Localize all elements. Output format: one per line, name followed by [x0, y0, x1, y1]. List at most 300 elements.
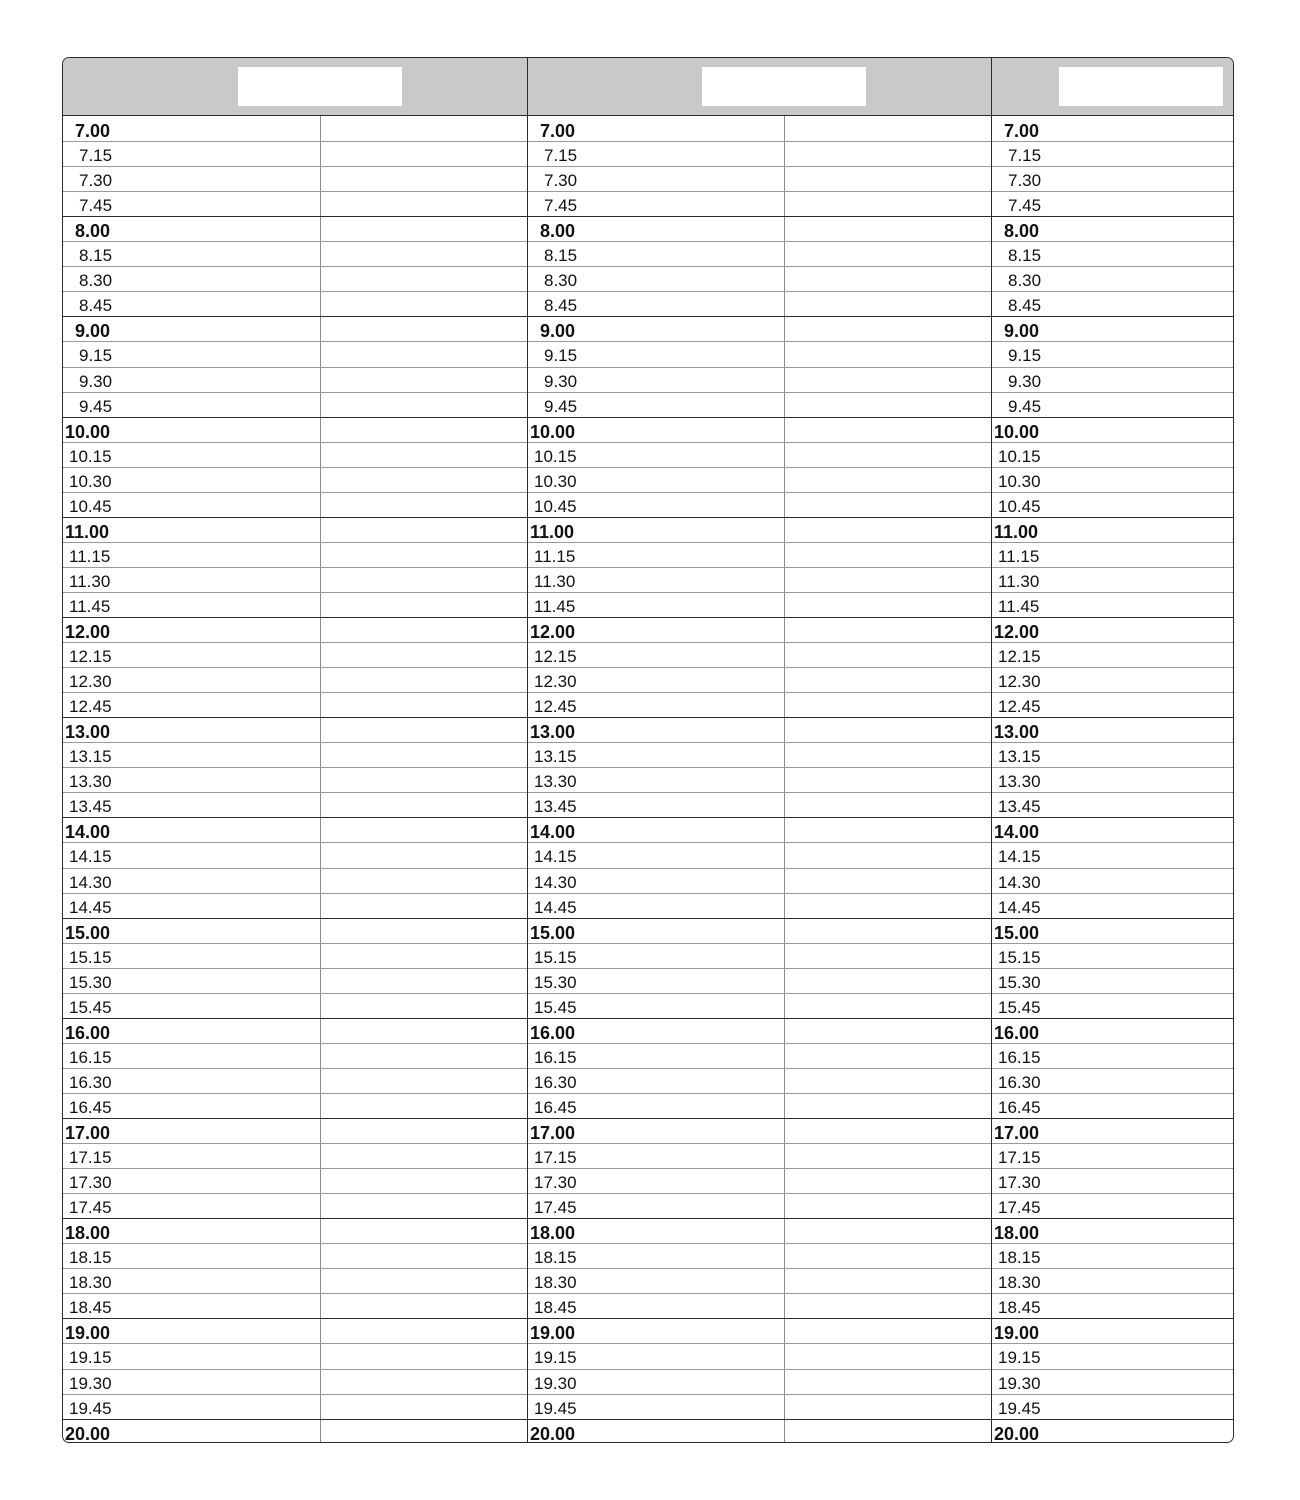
quarter-label: 9.45 [79, 396, 113, 416]
hour-label: 9.00 [540, 321, 576, 342]
quarter-label: 14.45 [534, 897, 577, 917]
time-slot-row[interactable] [63, 116, 527, 141]
quarter-label: 10.30 [998, 471, 1041, 491]
time-slot-row[interactable] [992, 1043, 1234, 1068]
time-slot-row[interactable] [528, 943, 991, 968]
time-slot-row[interactable] [528, 767, 991, 792]
time-slot-row[interactable] [992, 943, 1234, 968]
quarter-label: 18.30 [534, 1273, 577, 1293]
time-slot-row[interactable] [63, 1068, 527, 1093]
time-slot-row[interactable] [992, 517, 1234, 542]
time-slot-row[interactable] [63, 742, 527, 767]
hour-label: 15.00 [65, 922, 111, 943]
time-slot-row[interactable] [63, 1018, 527, 1043]
hour-label: 16.00 [994, 1022, 1040, 1043]
quarter-label: 11.30 [998, 571, 1040, 591]
quarter-label: 18.30 [69, 1273, 112, 1293]
schedule-column-1 [63, 116, 527, 1442]
time-slot-row[interactable] [63, 392, 527, 417]
time-slot-row[interactable] [63, 216, 527, 241]
quarter-label: 9.30 [544, 371, 578, 391]
time-slot-row[interactable] [63, 1268, 527, 1293]
time-slot-row[interactable] [992, 1318, 1234, 1343]
time-slot-row[interactable] [63, 1093, 527, 1118]
time-slot-row[interactable] [992, 1394, 1234, 1419]
hour-label: 12.00 [530, 622, 576, 642]
quarter-label: 11.45 [998, 596, 1040, 616]
quarter-label: 7.15 [79, 146, 113, 166]
time-slot-row[interactable] [992, 692, 1234, 717]
quarter-label: 8.30 [1008, 271, 1042, 291]
quarter-label: 7.45 [1008, 196, 1042, 216]
time-slot-row[interactable] [992, 1093, 1234, 1118]
quarter-label: 18.30 [998, 1273, 1041, 1293]
time-slot-row[interactable] [528, 341, 991, 366]
time-slot-row[interactable] [63, 817, 527, 842]
time-slot-row[interactable] [528, 617, 991, 642]
time-slot-row[interactable] [992, 1118, 1234, 1143]
time-slot-row[interactable] [992, 567, 1234, 592]
time-slot-row[interactable] [63, 467, 527, 492]
time-slot-row[interactable] [528, 642, 991, 667]
time-slot-row[interactable] [528, 1293, 991, 1318]
hour-label: 8.00 [540, 221, 576, 242]
quarter-label: 14.45 [998, 897, 1041, 917]
time-slot-row[interactable] [528, 116, 991, 141]
time-slot-row[interactable] [992, 392, 1234, 417]
time-slot-row[interactable] [63, 592, 527, 617]
time-slot-row[interactable] [528, 166, 991, 191]
quarter-label: 16.45 [69, 1097, 112, 1117]
time-slot-row[interactable] [992, 1168, 1234, 1193]
quarter-label: 14.30 [998, 872, 1041, 892]
time-slot-row[interactable] [63, 1218, 527, 1243]
quarter-label: 15.30 [998, 972, 1041, 992]
quarter-label: 8.15 [79, 246, 113, 266]
hour-label: 11.00 [65, 521, 110, 542]
quarter-label: 19.30 [69, 1373, 112, 1393]
time-slot-row[interactable] [63, 367, 527, 392]
quarter-label: 17.30 [69, 1173, 112, 1193]
hour-label: 14.00 [994, 822, 1040, 843]
quarter-label: 10.15 [69, 446, 112, 466]
time-slot-row[interactable] [528, 1394, 991, 1419]
time-slot-row[interactable] [528, 517, 991, 542]
time-slot-row[interactable] [528, 993, 991, 1018]
quarter-label: 15.45 [998, 997, 1041, 1017]
hour-label: 15.00 [530, 922, 576, 943]
time-slot-row[interactable] [992, 1268, 1234, 1293]
hour-label: 20.00 [530, 1423, 576, 1443]
time-slot-row[interactable] [63, 617, 527, 642]
quarter-label: 10.45 [998, 496, 1041, 516]
schedule-column-2 [528, 116, 991, 1442]
hour-label: 13.00 [530, 722, 576, 743]
time-slot-row[interactable] [528, 1168, 991, 1193]
quarter-label: 12.15 [998, 647, 1041, 667]
header-title-field-1[interactable] [238, 67, 402, 106]
hour-label: 17.00 [530, 1123, 576, 1143]
time-slot-row[interactable] [63, 1193, 527, 1218]
time-slot-row[interactable] [992, 1068, 1234, 1093]
quarter-label: 17.30 [998, 1173, 1041, 1193]
quarter-label: 18.45 [534, 1298, 577, 1318]
time-slot-row[interactable] [528, 567, 991, 592]
quarter-label: 17.45 [534, 1198, 577, 1218]
quarter-label: 9.45 [544, 396, 578, 416]
time-slot-row[interactable] [992, 1018, 1234, 1043]
quarter-label: 10.30 [69, 471, 112, 491]
quarter-label: 8.45 [544, 296, 578, 316]
hour-label: 15.00 [994, 922, 1040, 943]
time-slot-row[interactable] [992, 767, 1234, 792]
time-slot-row[interactable] [63, 1168, 527, 1193]
time-slot-row[interactable] [528, 141, 991, 166]
time-slot-row[interactable] [63, 1394, 527, 1419]
time-slot-row[interactable] [992, 266, 1234, 291]
quarter-label: 11.30 [534, 571, 576, 591]
time-slot-row[interactable] [528, 1419, 991, 1443]
quarter-label: 12.30 [534, 672, 577, 692]
time-slot-row[interactable] [63, 1343, 527, 1368]
time-slot-row[interactable] [992, 542, 1234, 567]
quarter-label: 18.15 [534, 1248, 577, 1268]
time-slot-row[interactable] [992, 141, 1234, 166]
time-slot-row[interactable] [63, 241, 527, 266]
time-slot-row[interactable] [992, 367, 1234, 392]
hour-label: 10.00 [530, 421, 576, 442]
time-slot-row[interactable] [992, 893, 1234, 918]
quarter-label: 14.30 [534, 872, 577, 892]
time-slot-row[interactable] [992, 241, 1234, 266]
time-slot-row[interactable] [63, 1043, 527, 1068]
time-slot-row[interactable] [528, 417, 991, 442]
hour-label: 7.00 [1004, 121, 1040, 141]
time-slot-row[interactable] [528, 1068, 991, 1093]
quarter-label: 13.45 [998, 797, 1041, 817]
quarter-label: 19.45 [998, 1398, 1041, 1418]
hour-label: 13.00 [994, 722, 1040, 743]
time-slot-row[interactable] [63, 993, 527, 1018]
hour-label: 10.00 [994, 421, 1040, 442]
time-slot-row[interactable] [528, 893, 991, 918]
time-slot-row[interactable] [528, 216, 991, 241]
time-slot-row[interactable] [63, 417, 527, 442]
hour-label: 20.00 [994, 1423, 1040, 1443]
time-slot-row[interactable] [528, 291, 991, 316]
quarter-label: 16.15 [69, 1047, 112, 1067]
quarter-label: 17.45 [69, 1198, 112, 1218]
time-slot-row[interactable] [528, 667, 991, 692]
quarter-label: 12.15 [69, 647, 112, 667]
quarter-label: 15.45 [69, 997, 112, 1017]
quarter-label: 15.15 [998, 947, 1041, 967]
time-slot-row[interactable] [63, 842, 527, 867]
time-slot-row[interactable] [63, 893, 527, 918]
time-slot-row[interactable] [992, 291, 1234, 316]
time-slot-row[interactable] [63, 492, 527, 517]
time-slot-row[interactable] [63, 542, 527, 567]
time-slot-row[interactable] [63, 692, 527, 717]
time-slot-row[interactable] [992, 467, 1234, 492]
quarter-label: 17.15 [998, 1148, 1041, 1168]
time-slot-row[interactable] [63, 1369, 527, 1394]
quarter-label: 7.30 [1008, 171, 1042, 191]
time-slot-row[interactable] [63, 1318, 527, 1343]
time-slot-row[interactable] [528, 1018, 991, 1043]
time-slot-row[interactable] [528, 316, 991, 341]
quarter-label: 8.30 [544, 271, 578, 291]
time-slot-row[interactable] [992, 617, 1234, 642]
hour-label: 7.00 [540, 121, 576, 141]
quarter-label: 11.30 [69, 571, 111, 591]
time-slot-row[interactable] [63, 141, 527, 166]
quarter-label: 13.15 [998, 747, 1041, 767]
time-slot-row[interactable] [528, 1093, 991, 1118]
time-slot-row[interactable] [63, 166, 527, 191]
quarter-label: 9.15 [544, 346, 578, 366]
time-slot-row[interactable] [992, 667, 1234, 692]
time-slot-row[interactable] [992, 868, 1234, 893]
hour-label: 14.00 [65, 822, 111, 843]
header-title-field-2[interactable] [702, 67, 866, 106]
time-slot-row[interactable] [528, 918, 991, 943]
quarter-label: 19.30 [998, 1373, 1041, 1393]
hour-label: 9.00 [1004, 321, 1040, 342]
quarter-label: 16.15 [534, 1047, 577, 1067]
quarter-label: 17.15 [534, 1148, 577, 1168]
time-slot-row[interactable] [992, 792, 1234, 817]
quarter-label: 15.30 [69, 972, 112, 992]
time-slot-row[interactable] [992, 968, 1234, 993]
time-slot-row[interactable] [992, 1369, 1234, 1394]
quarter-label: 9.30 [1008, 371, 1042, 391]
time-slot-row[interactable] [528, 817, 991, 842]
quarter-label: 12.15 [534, 647, 577, 667]
quarter-label: 15.30 [534, 972, 577, 992]
time-slot-row[interactable] [63, 567, 527, 592]
quarter-label: 7.45 [79, 196, 113, 216]
time-slot-row[interactable] [528, 1118, 991, 1143]
quarter-label: 15.15 [69, 947, 112, 967]
time-slot-row[interactable] [992, 993, 1234, 1018]
quarter-label: 13.30 [69, 772, 112, 792]
time-slot-row[interactable] [992, 742, 1234, 767]
quarter-label: 10.15 [534, 446, 577, 466]
time-slot-row[interactable] [528, 717, 991, 742]
time-slot-row[interactable] [992, 1419, 1234, 1443]
time-slot-row[interactable] [992, 116, 1234, 141]
quarter-label: 14.15 [998, 847, 1041, 867]
time-slot-row[interactable] [528, 1243, 991, 1268]
quarter-label: 12.45 [534, 697, 577, 717]
time-slot-row[interactable] [528, 191, 991, 216]
quarter-label: 19.30 [534, 1373, 577, 1393]
time-slot-row[interactable] [992, 1193, 1234, 1218]
time-slot-row[interactable] [63, 517, 527, 542]
time-slot-row[interactable] [528, 1318, 991, 1343]
quarter-label: 12.30 [998, 672, 1041, 692]
quarter-label: 19.15 [69, 1348, 112, 1368]
time-slot-row[interactable] [63, 918, 527, 943]
time-slot-row[interactable] [992, 417, 1234, 442]
time-slot-row[interactable] [528, 1193, 991, 1218]
time-slot-row[interactable] [528, 1343, 991, 1368]
time-slot-row[interactable] [992, 316, 1234, 341]
time-slot-row[interactable] [528, 592, 991, 617]
time-slot-row[interactable] [992, 1143, 1234, 1168]
time-slot-row[interactable] [63, 968, 527, 993]
time-slot-row[interactable] [528, 542, 991, 567]
time-slot-row[interactable] [528, 392, 991, 417]
quarter-label: 16.15 [998, 1047, 1041, 1067]
quarter-label: 19.45 [534, 1398, 577, 1418]
quarter-label: 12.45 [998, 697, 1041, 717]
hour-label: 16.00 [530, 1022, 576, 1043]
quarter-label: 18.45 [998, 1298, 1041, 1318]
time-slot-row[interactable] [992, 1343, 1234, 1368]
hour-label: 10.00 [65, 421, 111, 442]
time-slot-row[interactable] [63, 442, 527, 467]
time-slot-row[interactable] [528, 241, 991, 266]
hour-label: 17.00 [994, 1123, 1040, 1143]
quarter-label: 14.15 [69, 847, 112, 867]
time-slot-row[interactable] [528, 492, 991, 517]
time-slot-row[interactable] [63, 1243, 527, 1268]
quarter-label: 14.45 [69, 897, 112, 917]
quarter-label: 16.30 [534, 1072, 577, 1092]
quarter-label: 16.30 [998, 1072, 1041, 1092]
time-slot-row[interactable] [992, 216, 1234, 241]
time-slot-row[interactable] [992, 166, 1234, 191]
quarter-label: 12.45 [69, 697, 112, 717]
time-slot-row[interactable] [528, 1268, 991, 1293]
hour-label: 19.00 [530, 1323, 576, 1344]
time-slot-row[interactable] [992, 918, 1234, 943]
quarter-label: 16.30 [69, 1072, 112, 1092]
time-slot-row[interactable] [992, 642, 1234, 667]
time-slot-row[interactable] [528, 842, 991, 867]
time-slot-row[interactable] [528, 792, 991, 817]
time-slot-row[interactable] [528, 442, 991, 467]
header-title-field-3[interactable] [1059, 67, 1223, 106]
hour-label: 19.00 [65, 1323, 111, 1344]
quarter-label: 11.15 [998, 546, 1040, 566]
hour-label: 20.00 [65, 1423, 111, 1443]
time-slot-row[interactable] [528, 1143, 991, 1168]
quarter-label: 8.15 [544, 246, 578, 266]
quarter-label: 7.45 [544, 196, 578, 216]
quarter-label: 10.30 [534, 471, 577, 491]
quarter-label: 11.15 [534, 546, 576, 566]
hour-label: 18.00 [530, 1223, 576, 1244]
time-slot-row[interactable] [992, 817, 1234, 842]
day-planner-sheet [62, 57, 1234, 1443]
time-slot-row[interactable] [63, 642, 527, 667]
time-slot-row[interactable] [63, 316, 527, 341]
time-slot-row[interactable] [63, 1118, 527, 1143]
hour-label: 13.00 [65, 722, 111, 743]
time-slot-row[interactable] [63, 792, 527, 817]
time-slot-row[interactable] [63, 717, 527, 742]
time-slot-row[interactable] [528, 968, 991, 993]
time-slot-row[interactable] [63, 1143, 527, 1168]
quarter-label: 18.15 [998, 1248, 1041, 1268]
quarter-label: 16.45 [534, 1097, 577, 1117]
quarter-label: 19.15 [998, 1348, 1041, 1368]
quarter-label: 19.15 [534, 1348, 577, 1368]
time-slot-row[interactable] [63, 191, 527, 216]
quarter-label: 11.15 [69, 546, 111, 566]
hour-label: 8.00 [75, 221, 111, 242]
time-slot-row[interactable] [528, 266, 991, 291]
time-slot-row[interactable] [63, 1293, 527, 1318]
time-slot-row[interactable] [992, 1218, 1234, 1243]
quarter-label: 15.45 [534, 997, 577, 1017]
quarter-label: 13.15 [69, 747, 112, 767]
hour-label: 12.00 [994, 622, 1040, 642]
quarter-label: 17.45 [998, 1198, 1041, 1218]
time-slot-row[interactable] [992, 341, 1234, 366]
quarter-label: 13.45 [69, 797, 112, 817]
time-slot-row[interactable] [992, 492, 1234, 517]
hour-label: 11.00 [994, 521, 1039, 542]
time-slot-row[interactable] [63, 943, 527, 968]
quarter-label: 10.15 [998, 446, 1041, 466]
time-slot-row[interactable] [528, 1369, 991, 1394]
time-slot-row[interactable] [63, 1419, 527, 1443]
time-slot-row[interactable] [992, 191, 1234, 216]
quarter-label: 17.15 [69, 1148, 112, 1168]
time-slot-row[interactable] [528, 742, 991, 767]
time-slot-row[interactable] [63, 767, 527, 792]
time-slot-row[interactable] [992, 717, 1234, 742]
time-slot-row[interactable] [992, 1243, 1234, 1268]
hour-label: 11.00 [530, 521, 575, 542]
quarter-label: 13.30 [534, 772, 577, 792]
quarter-label: 8.15 [1008, 246, 1042, 266]
time-slot-row[interactable] [63, 868, 527, 893]
quarter-label: 7.15 [1008, 146, 1042, 166]
time-slot-row[interactable] [528, 367, 991, 392]
quarter-label: 8.45 [1008, 296, 1042, 316]
time-slot-row[interactable] [528, 467, 991, 492]
quarter-label: 9.45 [1008, 396, 1042, 416]
quarter-label: 18.45 [69, 1298, 112, 1318]
time-slot-row[interactable] [63, 341, 527, 366]
time-slot-row[interactable] [63, 291, 527, 316]
quarter-label: 13.15 [534, 747, 577, 767]
hour-label: 7.00 [75, 121, 111, 141]
time-slot-row[interactable] [992, 842, 1234, 867]
time-slot-row[interactable] [992, 1293, 1234, 1318]
time-slot-row[interactable] [992, 442, 1234, 467]
quarter-label: 9.15 [79, 346, 113, 366]
hour-label: 14.00 [530, 822, 576, 843]
quarter-label: 18.15 [69, 1248, 112, 1268]
hour-label: 19.00 [994, 1323, 1040, 1344]
quarter-label: 19.45 [69, 1398, 112, 1418]
time-slot-row[interactable] [992, 592, 1234, 617]
quarter-label: 7.15 [544, 146, 578, 166]
time-slot-row[interactable] [528, 1043, 991, 1068]
time-slot-row[interactable] [528, 868, 991, 893]
time-slot-row[interactable] [528, 692, 991, 717]
planner-header [63, 58, 1233, 116]
time-slot-row[interactable] [63, 667, 527, 692]
time-slot-row[interactable] [528, 1218, 991, 1243]
time-slot-row[interactable] [63, 266, 527, 291]
